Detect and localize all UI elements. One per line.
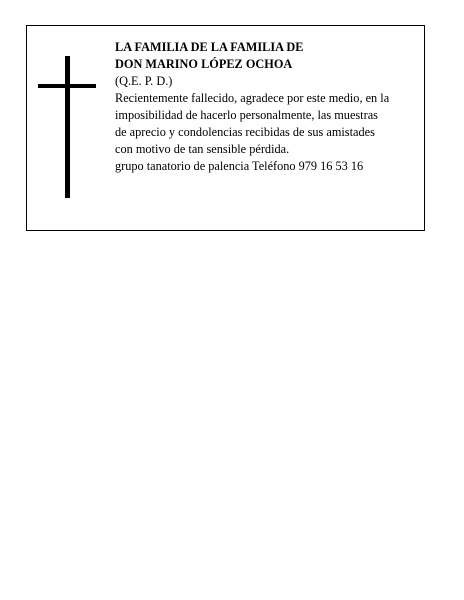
- notice-contact-line: grupo tanatorio de palencia Teléfono 979 16 53 16: [115, 159, 364, 173]
- cross-horizontal-bar: [38, 84, 96, 88]
- notice-text-block: [115, 39, 421, 175]
- cross-vertical-bar: [65, 56, 70, 198]
- notice-title-line-1: LA FAMILIA DE LA FAMILIA DE: [115, 40, 304, 54]
- obituary-notice-box: [26, 25, 425, 231]
- notice-body-line: imposibilidad de hacerlo personalmente, las muestras: [115, 108, 378, 122]
- notice-title-line-2: DON MARINO LÓPEZ OCHOA: [115, 57, 293, 71]
- notice-body-line: de aprecio y condolencias recibidas de sus amistades: [115, 125, 375, 139]
- qepd-text: (Q.E. P. D.): [115, 74, 173, 88]
- notice-body-line: Recientemente fallecido, agradece por este medio, en la: [115, 91, 390, 105]
- notice-body-line: con motivo de tan sensible pérdida.: [115, 142, 290, 156]
